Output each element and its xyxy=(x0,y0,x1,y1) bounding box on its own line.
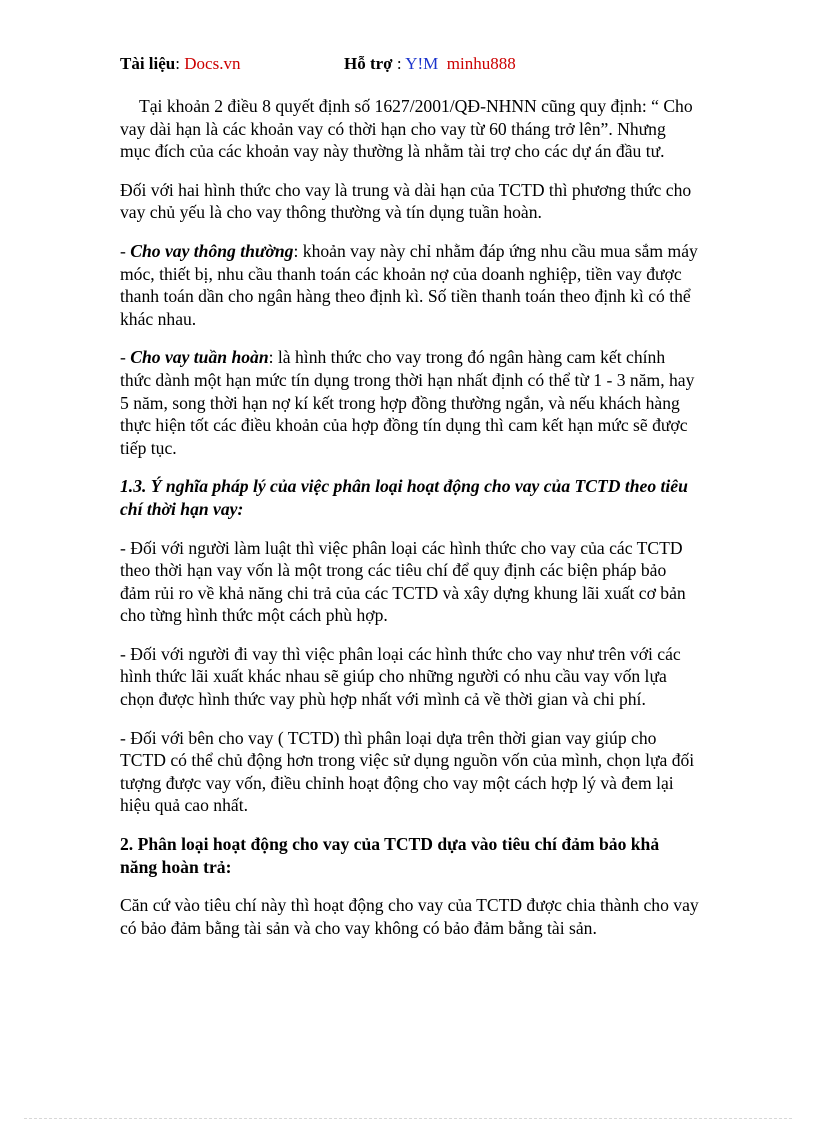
term-revolving-loan: Cho vay tuần hoàn xyxy=(130,347,269,368)
paragraph-collateral-criteria: Căn cứ vào tiêu chí này thì hoạt động cho vay của TCTD được chia thành cho vay có bảo đảm bằng tài sản và cho vay không có bảo đảm bằng tài sản. xyxy=(120,895,699,938)
support-id: minhu888 xyxy=(446,54,516,73)
document-body xyxy=(120,95,700,955)
support-info xyxy=(344,52,516,76)
paragraph-borrowers: - Đối với người đi vay thì việc phân loại các hình thức cho vay như trên với các hình thức lãi xuất khác nhau sẽ giúp cho những người có nhu cầu vay vốn lựa chọn được hình thức vay phù hợp nhất với mình cả về thời gian và chi phí. xyxy=(120,643,681,710)
page-bottom-divider xyxy=(24,1118,792,1119)
section-heading-2: 2. Phân loại hoạt động cho vay của TCTD dựa vào tiêu chí đảm bảo khả năng hoàn trả: xyxy=(120,834,660,877)
paragraph-lenders: - Đối với bên cho vay ( TCTD) thì phân loại dựa trên thời gian vay giúp cho TCTD có thể chủ động hơn trong việc sử dụng nguồn vốn của mình, chọn lựa đối tượng được vay vốn, điều chỉnh hoạt động cho vay một cách hợp lý và đem lại hiệu quả cao nhất. xyxy=(120,727,695,816)
bullet-dash: - xyxy=(120,347,131,368)
paragraph-lawmakers: - Đối với người làm luật thì việc phân loại các hình thức cho vay của các TCTD theo thời hạn vay vốn là một trong các tiêu chí để quy định các biện pháp bảo đảm rủi ro về khả năng chi trả của các TCTD và xây dựng khung lãi xuất cơ bản cho từng hình thức một cách phù hợp. xyxy=(120,537,686,626)
support-ym: Y!M xyxy=(405,54,439,73)
term-regular-loan: Cho vay thông thường xyxy=(130,240,294,261)
doc-separator: : xyxy=(175,54,185,73)
doc-label: Tài liệu xyxy=(120,54,176,73)
paragraph-definition-long-term: Tại khoản 2 điều 8 quyết định số 1627/2001/QĐ-NHNN cũng quy định: “ Cho vay dài hạn là các khoản vay có thời hạn cho vay từ 60 tháng trở lên”. Nhưng mục đích của các khoản vay này thường là nhằm tài trợ cho các dự án đầu tư. xyxy=(120,96,693,162)
support-separator: : xyxy=(392,54,406,73)
paragraph-loan-methods: Đối với hai hình thức cho vay là trung và dài hạn của TCTD thì phương thức cho vay chủ yếu là cho vay thông thường và tín dụng tuần hoàn. xyxy=(120,179,692,223)
section-heading-1-3: 1.3. Ý nghĩa pháp lý của việc phân loại hoạt động cho vay của TCTD theo tiêu chí thời hạn vay: xyxy=(120,476,688,519)
revolving-loan-text: : là hình thức cho vay trong đó ngân hàng cam kết chính thức dành một hạn mức tín dụng trong thời hạn nhất định có thể từ 1 - 3 năm, hay 5 năm, song thời hạn nợ kí kết trong hợp đồng thường ngắn, và nếu khách hàng thực hiện tốt các điều khoản của hợp đồng tín dụng thì cam kết hạn mức sẽ được tiếp tục. xyxy=(120,347,695,458)
paragraph-regular-loan xyxy=(120,240,700,330)
page-header xyxy=(120,52,720,76)
bullet-dash: - xyxy=(120,240,131,261)
support-label: Hỗ trợ xyxy=(344,54,393,73)
regular-loan-text: : khoản vay này chỉ nhằm đáp ứng nhu cầu mua sắm máy móc, thiết bị, nhu cầu thanh toán các khoản nợ của doanh nghiệp, tiền vay được thanh toán dần cho ngân hàng theo định kì. Số tiền thanh toán theo định kì có thể khác nhau. xyxy=(120,240,698,329)
doc-source-link[interactable]: Docs.vn xyxy=(184,54,241,73)
paragraph-revolving-loan xyxy=(120,346,700,459)
